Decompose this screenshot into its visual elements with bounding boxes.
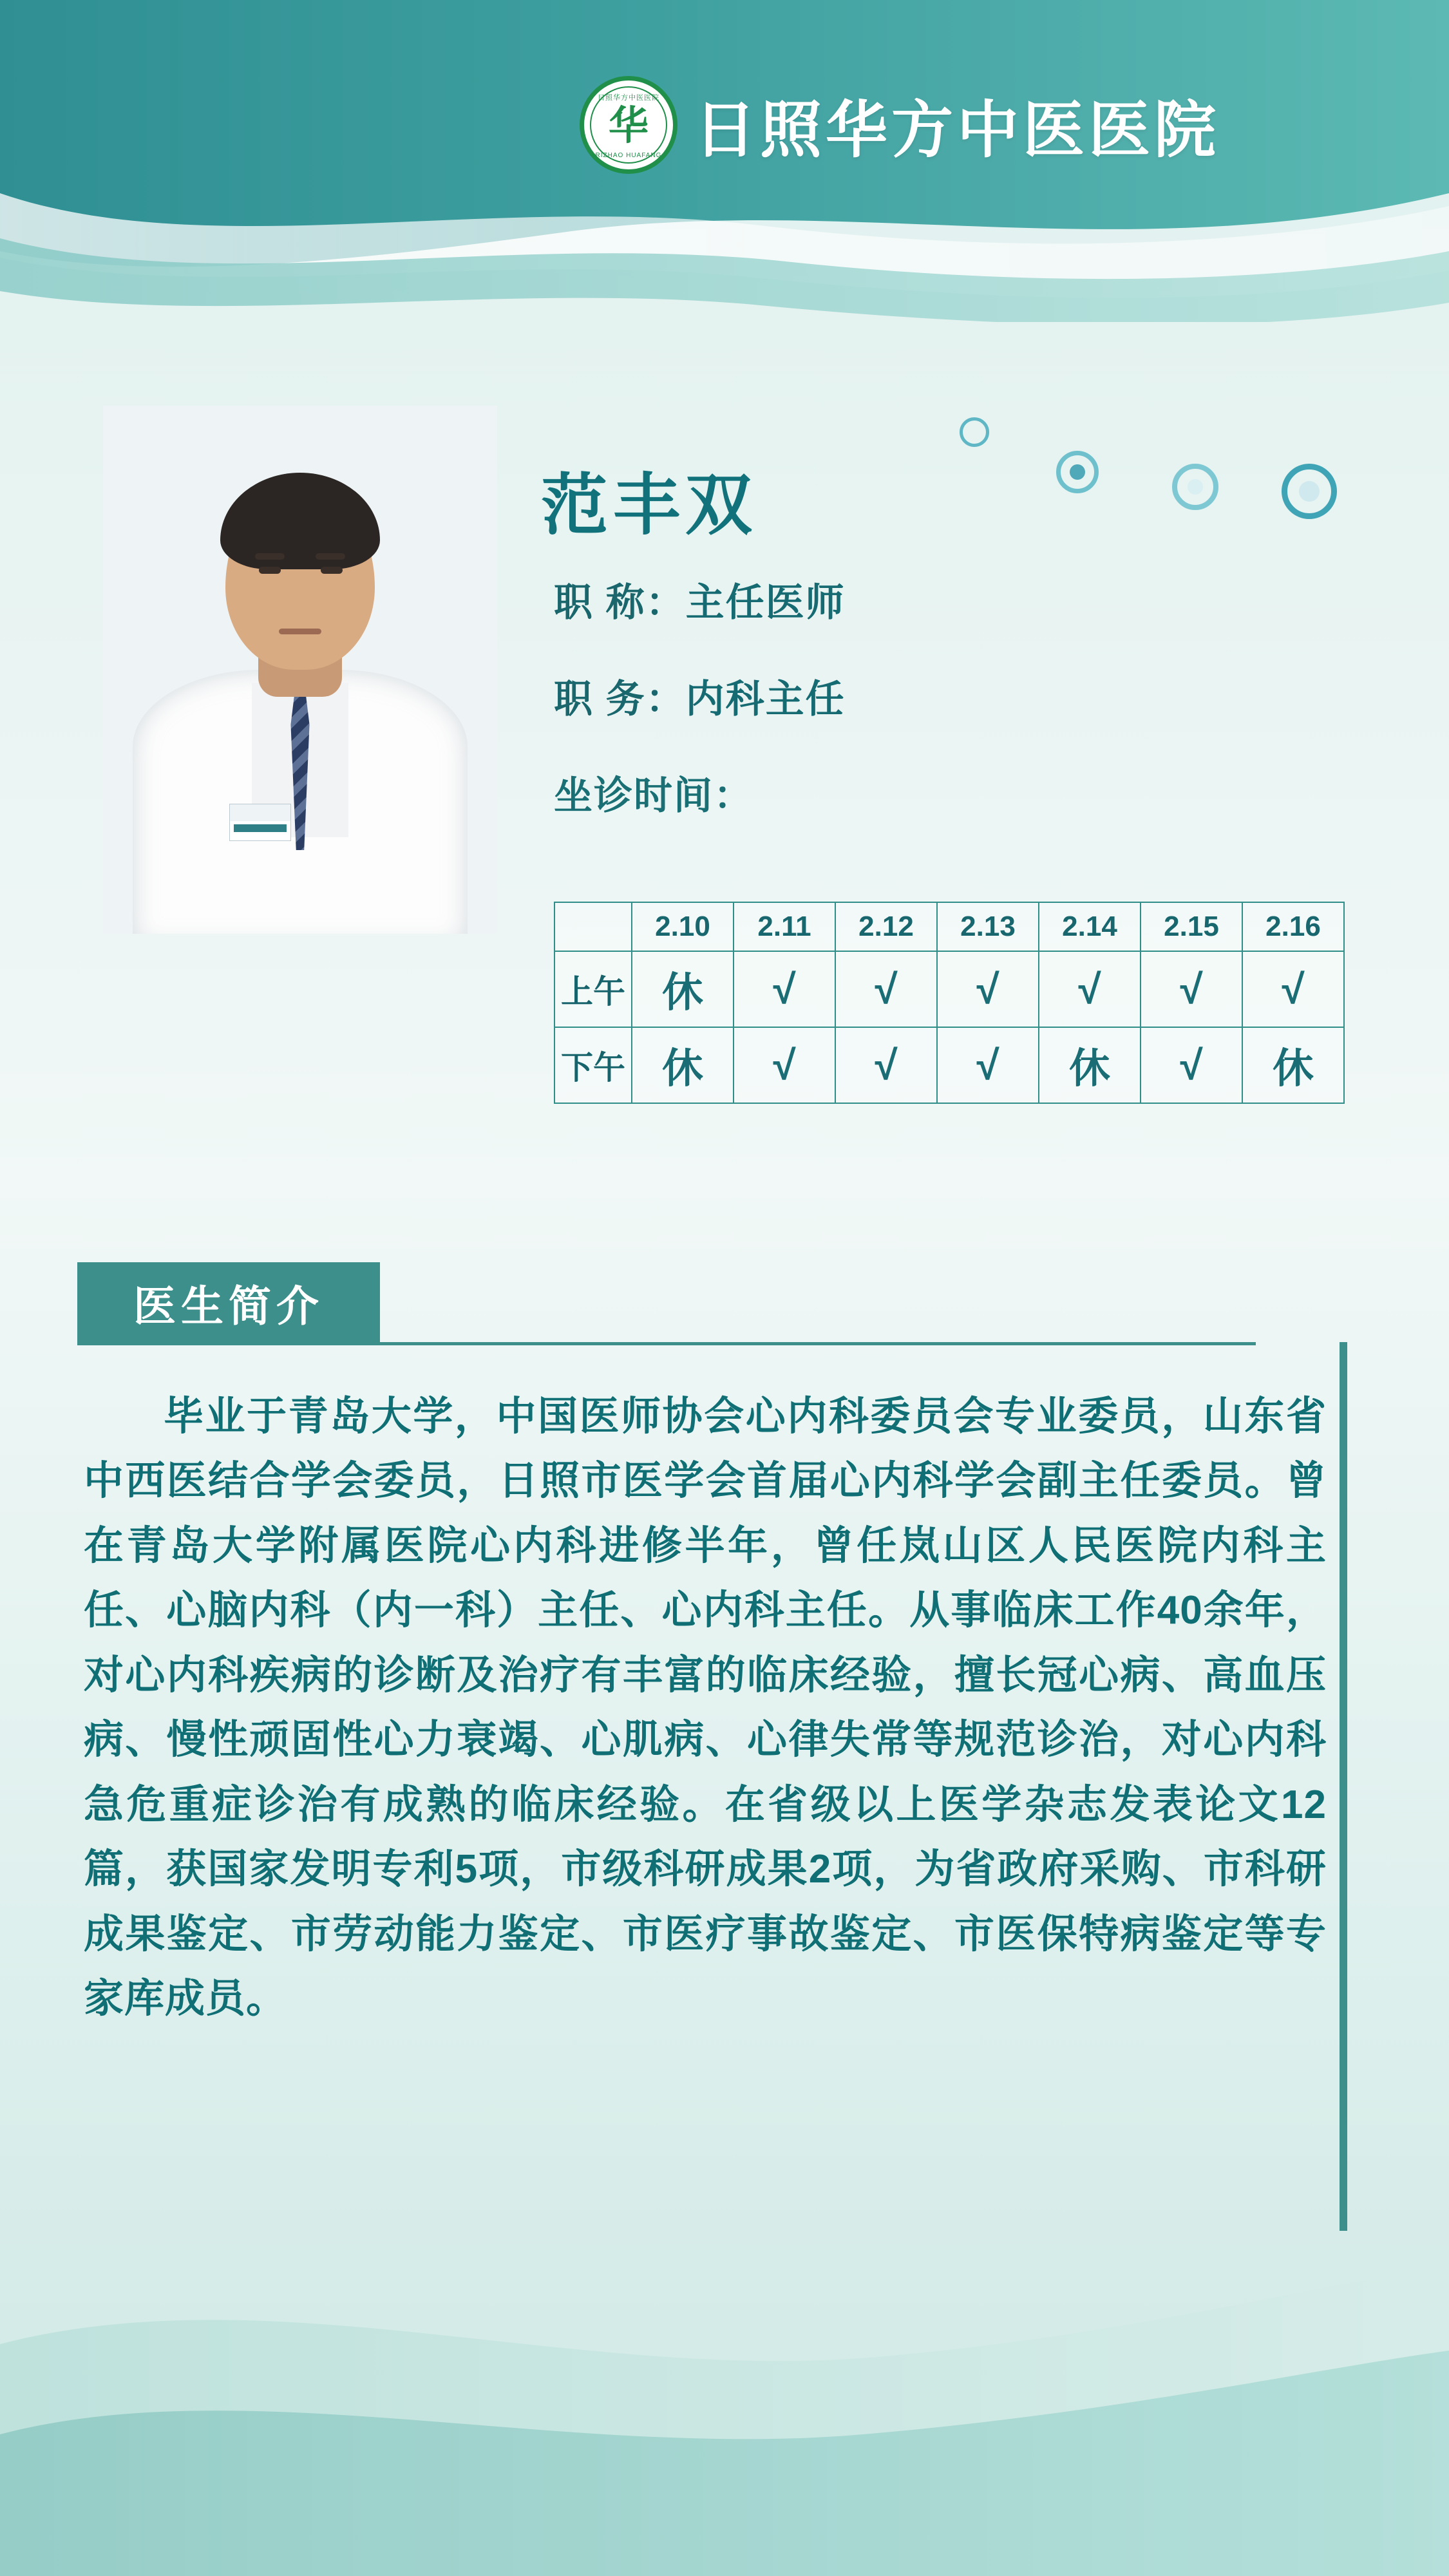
header-wave-band <box>0 0 1449 322</box>
logo-top-text: 日照华方中医医院 <box>598 94 659 102</box>
decor-circle-1-icon <box>960 417 989 447</box>
schedule-header-row <box>554 902 1344 951</box>
intro-body-text: 毕业于青岛大学，中国医师协会心内科委员会专业委员，山东省中西医结合学会委员，日照市医学会首届心内科学会副主任委员。曾在青岛大学附属医院心内科进修半年，曾任岚山区人民医院内科主任、心脑内科（内一科）主任、心内科主任。从事临床工作40余年，对心内科疾病的诊断及治疗有丰富的临床经验，擅长冠心病、高血压病、慢性顽固性心力衰竭、心肌病、心律失常等规范诊治，对心内科急危重症诊治有成熟的临床经验。在省级以上医学杂志发表论文12篇，获国家发明专利5项，市级科研成果2项，为省政府采购、市科研成果鉴定、市劳动能力鉴定、市医疗事故鉴定、市医保特病鉴定等专家库成员。 <box>84 1394 1327 2021</box>
schedule-cell: √ <box>937 951 1039 1027</box>
schedule-date-header: 2.10 <box>632 902 734 951</box>
schedule-cell: √ <box>1141 951 1242 1027</box>
badge-upper <box>230 804 290 821</box>
portrait-eye-left <box>259 567 281 574</box>
schedule-corner-cell <box>554 902 632 951</box>
doctor-duty-label: 职 务： <box>554 677 686 721</box>
schedule-cell: √ <box>734 1027 835 1103</box>
doctor-title-row <box>554 572 846 627</box>
schedule-cell: √ <box>734 951 835 1027</box>
schedule-date-header: 2.11 <box>734 902 835 951</box>
decor-circle-2-icon <box>1056 451 1099 493</box>
portrait-eye-right <box>321 567 343 574</box>
footer-wave-band <box>0 2177 1449 2576</box>
portrait-name-badge <box>229 804 291 841</box>
portrait-brow-left <box>255 553 285 560</box>
schedule-row-label: 下午 <box>554 1027 632 1103</box>
intro-section-tab <box>77 1262 380 1342</box>
schedule-date-header: 2.15 <box>1141 902 1242 951</box>
logo-glyph: 华 <box>608 104 649 148</box>
schedule-cell: √ <box>1039 951 1141 1027</box>
schedule-row-morning <box>554 951 1344 1027</box>
logo-mark-icon <box>580 76 677 174</box>
doctor-duty-row <box>554 668 846 724</box>
schedule-cell: √ <box>835 951 937 1027</box>
schedule-cell: 休 <box>632 951 734 1027</box>
doctor-duty-value: 内科主任 <box>685 677 846 721</box>
schedule-date-header: 2.12 <box>835 902 937 951</box>
portrait-mouth <box>279 629 321 634</box>
badge-lower <box>234 824 287 832</box>
logo-bottom-text: RIZHAO HUAFANG <box>595 152 662 159</box>
schedule-cell: √ <box>937 1027 1039 1103</box>
schedule-cell: √ <box>1242 951 1344 1027</box>
decor-circle-4-icon <box>1282 464 1337 519</box>
schedule-row-label: 上午 <box>554 951 632 1027</box>
doctor-schedule-label: 坐诊时间： <box>554 774 753 817</box>
hospital-name: 日照华方中医医院 <box>694 95 1220 165</box>
intro-horizontal-rule <box>77 1342 1256 1345</box>
schedule-date-header: 2.16 <box>1242 902 1344 951</box>
doctor-name: 范丰双 <box>541 469 758 543</box>
schedule-cell: √ <box>835 1027 937 1103</box>
schedule-date-header: 2.14 <box>1039 902 1141 951</box>
portrait-brow-right <box>316 553 345 560</box>
schedule-row-afternoon <box>554 1027 1344 1103</box>
intro-vertical-rule <box>1340 1342 1347 2231</box>
schedule-cell: √ <box>1141 1027 1242 1103</box>
schedule-cell: 休 <box>632 1027 734 1103</box>
schedule-date-header: 2.13 <box>937 902 1039 951</box>
doctor-portrait <box>103 406 497 934</box>
footer-wave-svg <box>0 2177 1449 2576</box>
schedule-cell: 休 <box>1242 1027 1344 1103</box>
doctor-title-value: 主任医师 <box>685 581 846 624</box>
intro-section-title: 医生简介 <box>133 1282 324 1330</box>
schedule-table <box>554 902 1345 1104</box>
decor-circle-3-icon <box>1172 464 1218 510</box>
hospital-logo <box>580 76 1220 174</box>
doctor-title-label: 职 称： <box>554 581 686 624</box>
schedule-cell: 休 <box>1039 1027 1141 1103</box>
